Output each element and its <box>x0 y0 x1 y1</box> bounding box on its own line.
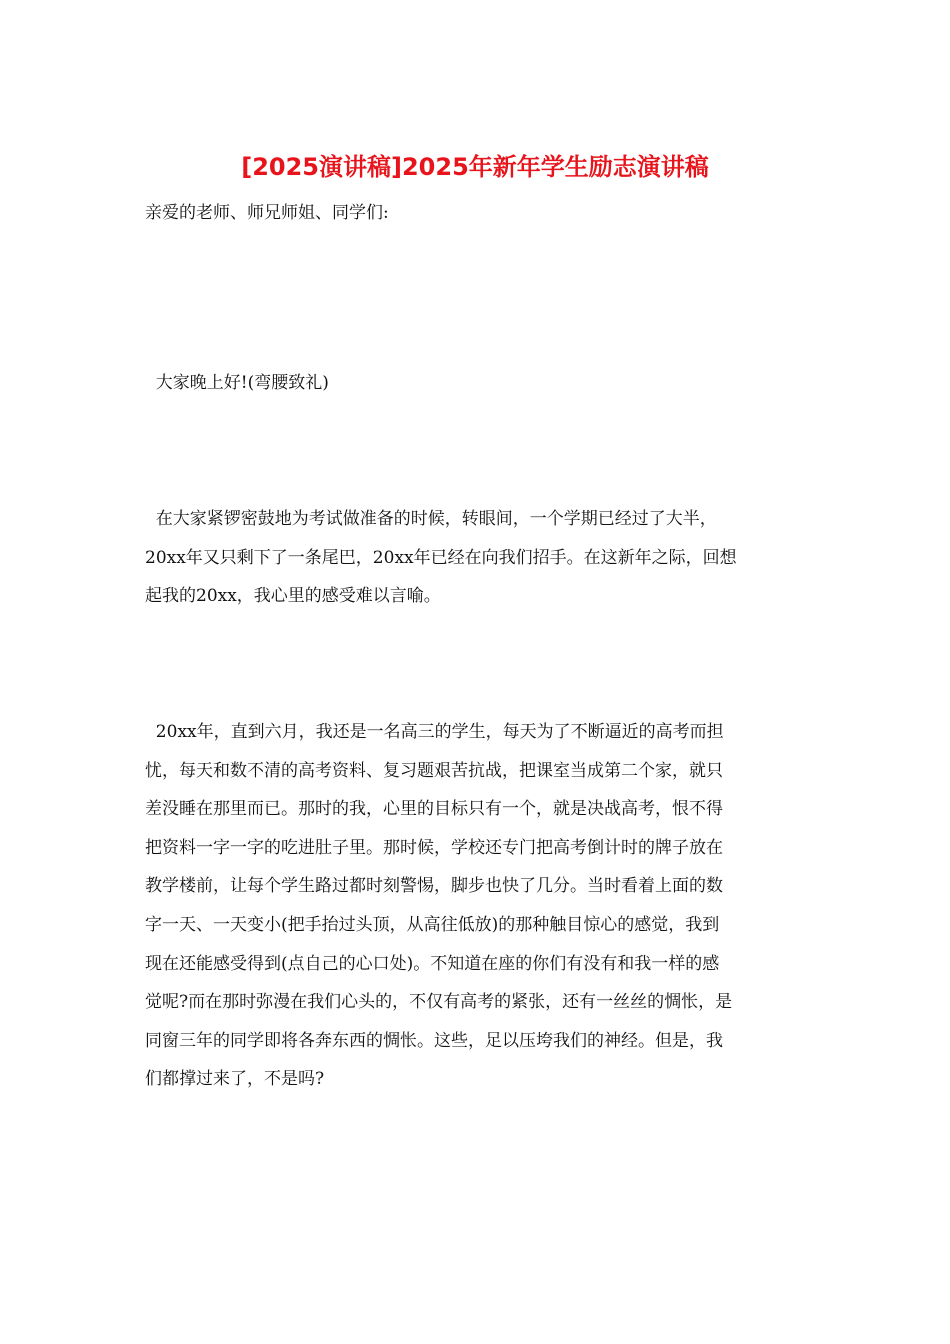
paragraph-line: 字一天、一天变小(把手抬过头顶，从高往低放)的那种触目惊心的感觉，我到 <box>145 914 720 935</box>
paragraph-line: 觉呢?而在那时弥漫在我们心头的，不仅有高考的紧张，还有一丝丝的惆怅，是 <box>145 992 733 1013</box>
paragraph-line: 们都撑过来了，不是吗? <box>145 1069 325 1090</box>
paragraph-line: 现在还能感受得到(点自己的心口处)。不知道在座的你们有没有和我一样的感 <box>145 953 720 974</box>
opening-line <box>145 364 810 403</box>
paragraph-line: 教学楼前，让每个学生路过都时刻警惕，脚步也快了几分。当时看着上面的数 <box>145 876 723 897</box>
paragraph-line: 在大家紧锣密鼓地为考试做准备的时候，转眼间，一个学期已经过了大半， <box>145 509 717 529</box>
paragraph-line: 忧，每天和数不清的高考资料、复习题艰苦抗战，把课室当成第二个家，就只 <box>145 760 723 781</box>
greeting-line: 亲爱的老师、师兄师姐、同学们: <box>145 203 389 223</box>
paragraph-line: 20xx年，直到六月，我还是一名高三的学生，每天为了不断逼近的高考而担 <box>145 722 724 742</box>
paragraph-line: 把资料一字一字的吃进肚子里。那时候，学校还专门把高考倒计时的牌子放在 <box>145 837 723 858</box>
document-title: [2025演讲稿]2025年新年学生励志演讲稿 <box>241 153 709 181</box>
paragraph-line: 起我的20xx，我心里的感受难以言喻。 <box>145 586 441 607</box>
paragraph-line: 差没睡在那里而已。那时的我，心里的目标只有一个，就是决战高考，恨不得 <box>145 799 723 820</box>
opening-text: 大家晚上好!(弯腰致礼) <box>145 373 329 393</box>
paragraph-line: 同窗三年的同学即将各奔东西的惆怅。这些，足以压垮我们的神经。但是，我 <box>145 1030 723 1051</box>
paragraph-line: 20xx年又只剩下了一条尾巴，20xx年已经在向我们招手。在这新年之际，回想 <box>145 547 737 568</box>
paragraph-2 <box>145 713 810 1099</box>
paragraph-1 <box>145 500 810 616</box>
